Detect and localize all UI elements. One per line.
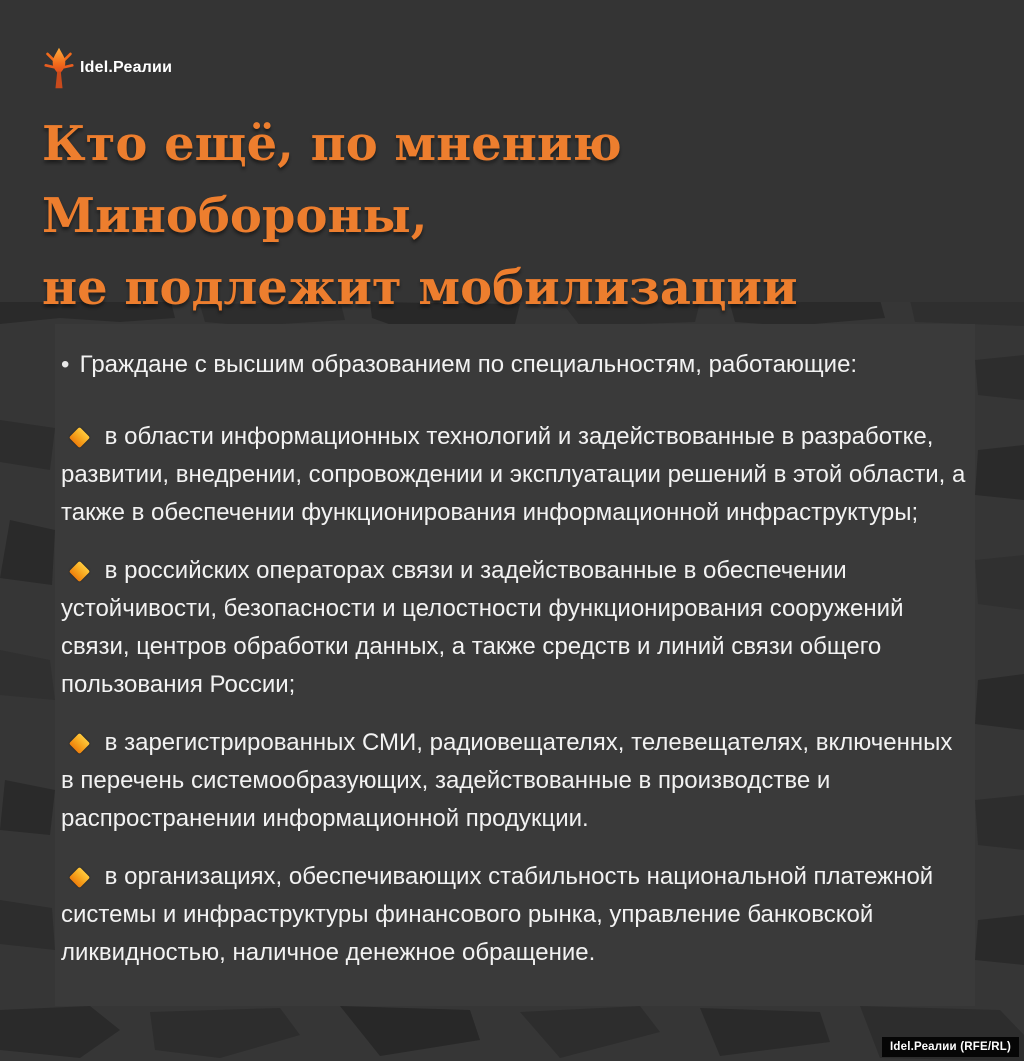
brand-logo xyxy=(44,46,172,90)
list-item-text: в области информационных технологий и задействованные в разработке, развитии, внедрении, сопровождении и эксплуатации решений в этой области, а также в обеспечении функционирования информационной инфраструктуры; xyxy=(61,423,966,526)
diamond-bullet-icon xyxy=(69,427,90,448)
list-item xyxy=(61,552,966,704)
exemption-list xyxy=(61,346,966,992)
torch-icon xyxy=(44,46,74,90)
list-item-text: в российских операторах связи и задействованные в обеспечении устойчивости, безопасности и целостности функционирования сооружений связи, центров обработки данных, а также средств и линий связи общего пользования России; xyxy=(61,557,904,698)
list-item xyxy=(61,858,966,972)
list-item-text: в зарегистрированных СМИ, радиовещателях, телевещателях, включенных в перечень системообразующих, задействованные в производстве и распространении информационной продукции. xyxy=(61,729,953,832)
diamond-bullet-icon xyxy=(69,867,90,888)
dot-bullet-icon: • xyxy=(61,351,70,378)
diamond-bullet-icon xyxy=(69,733,90,754)
list-item-text: в организациях, обеспечивающих стабильность национальной платежной системы и инфраструктуры финансового рынка, управление банковской ликвидностью, наличное денежное обращение. xyxy=(61,863,934,966)
list-intro-text: Граждане с высшим образованием по специальностям, работающие: xyxy=(79,351,858,378)
list-intro xyxy=(61,346,966,384)
headline-line-1: Кто ещё, по мнению Минобороны, xyxy=(42,116,622,244)
list-item xyxy=(61,418,966,532)
diamond-bullet-icon xyxy=(69,561,90,582)
page-title xyxy=(42,108,992,324)
headline-line-2: не подлежит мобилизации xyxy=(42,260,798,316)
credit-badge: Idel.Реалии (RFE/RL) xyxy=(882,1037,1019,1057)
brand-name: Idel.Реалии xyxy=(80,59,173,76)
list-item xyxy=(61,724,966,838)
